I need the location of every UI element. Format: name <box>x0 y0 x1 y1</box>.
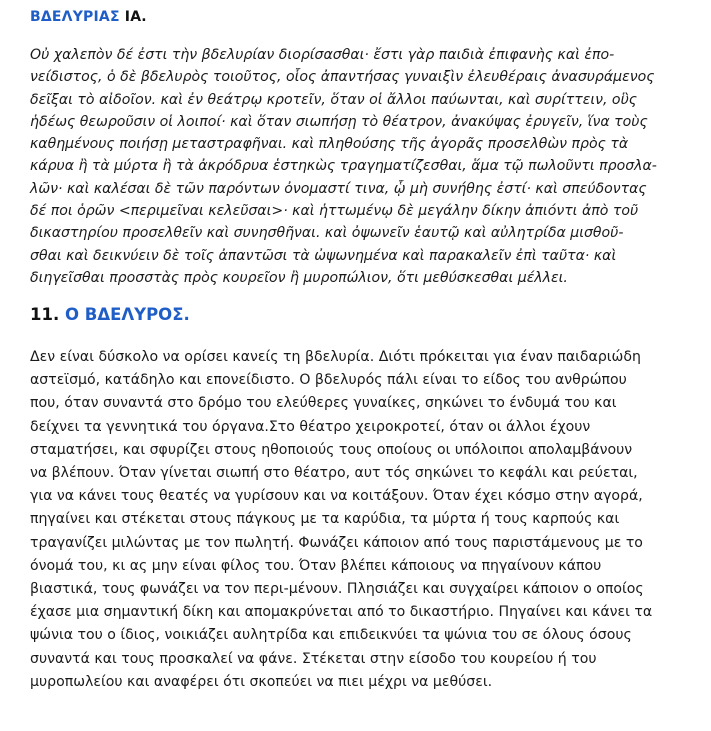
text-line: να βλέπουν. Όταν γίνεται σιωπή στο θέατρο, αυτ τός σηκώνει το κεφάλι και ρεύεται, <box>30 465 638 482</box>
text-line: μυροπωλείου και αναφέρει ότι σκοπεύει να πιει μέχρι να μεθύσει. <box>30 673 493 690</box>
text-line: Δεν είναι δύσκολο να ορίσει κανείς τη βδελυρία. Διότι πρόκειται για έναν παιδαριώδη <box>30 349 641 365</box>
text-line: δείχνει τα γεννητικά του όργανα.Στο θέατρο χειροκροτεί, όταν οι άλλοι έχουν <box>30 418 591 435</box>
text-line: που, όταν συναντά στο δρόμο του ελεύθερες γυναίκες, σηκώνει το ένδυμά του και <box>30 395 617 412</box>
text-line: βιαστικά, τους φωνάζει να τον περι-μένουν. Πλησιάζει και συγχαίρει κάποιον ο οποίος <box>30 581 644 598</box>
text-line: διηγεῖσθαι προσστὰς πρὸς κουρεῖον ἢ μυροπώλιον, ὅτι μεθύσκεσθαι μέλλει. <box>30 269 568 286</box>
text-line: λῶν· καὶ καλέσαι δὲ τῶν παρόντων ὀνομαστί τινα, ᾧ μὴ συνήθης ἐστί· καὶ σπεύδοντας <box>30 180 647 197</box>
text-line: καθημένους ποιήσῃ μεταστραφῆναι. καὶ πληθούσης τῆς ἀγορᾶς προσελθὼν πρὸς τὰ <box>30 136 629 153</box>
text-line: όνομά του, κι ας μην είναι φίλος του. Όταν βλέπει κάποιους να πηγαίνουν κάπου <box>30 557 602 574</box>
text-line: κάρυα ἢ τὰ μύρτα ἢ τὰ ἀκρόδρυα ἑστηκὼς τραγηματίζεσθαι, ἅμα τῷ πωλοῦντι προσλα- <box>30 158 657 175</box>
chapter-heading <box>30 9 147 25</box>
text-line: νείδιστος, ὁ δὲ βδελυρὸς τοιοῦτος, οἷος ἀπαντήσας γυναιξὶν ἐλευθέραις ἀνασυράμενος <box>30 69 655 86</box>
chapter-heading-number: ΙΑ. <box>124 9 147 25</box>
text-line: σταματήσει, και σφυρίζει στους ηθοποιούς τους οποίους οι υπόλοιποι απολαμβάνουν <box>30 441 633 458</box>
text-line: για να κάνει τους θεατές να γυρίσουν και να κοιτάξουν. Όταν έχει κόσμο στην αγορά, <box>30 488 643 505</box>
text-line: πηγαίνει και στέκεται στους πάγκους με τα καρύδια, τα μύρτα ή τους καρπούς και <box>30 511 620 528</box>
modern-greek-paragraph <box>30 346 702 694</box>
text-line: τραγανίζει μιλώντας με τον πωλητή. Φωνάζει κάποιον από τους παριστάμενους με το <box>30 534 643 551</box>
text-line: δεῖξαι τὸ αἰδοῖον. καὶ ἐν θεάτρῳ κροτεῖν, ὅταν οἱ ἄλλοι παύωνται, καὶ συρίττειν, οὓς <box>30 91 638 108</box>
ancient-greek-paragraph <box>30 44 702 289</box>
section-heading-number: 11. <box>30 305 60 324</box>
text-line: δικαστηρίου προσελθεῖν καὶ συνησθῆναι. καὶ ὀψωνεῖν ἑαυτῷ καὶ αὐλητρίδα μισθοῦ- <box>30 225 624 242</box>
text-line: δέ ποι ὁρῶν <περιμεῖναι κελεῦσαι>· καὶ ἡττωμένῳ δὲ μεγάλην δίκην ἀπιόντι ἀπὸ τοῦ <box>30 203 639 220</box>
chapter-heading-title: ΒΔΕΛΥΡΙΑΣ <box>30 9 120 25</box>
text-line: Οὐ χαλεπὸν δέ ἐστι τὴν βδελυρίαν διορίσασθαι· ἔστι γὰρ παιδιὰ ἐπιφανὴς καὶ ἐπο- <box>30 47 615 63</box>
section-heading <box>30 305 190 324</box>
text-line: έχασε μια σημαντική δίκη και απομακρύνεται από το δικαστήριο. Πηγαίνει και κάνει τα <box>30 604 653 621</box>
text-line: αστεϊσμό, κατάδηλο και επονείδιστο. Ο βδελυρός πάλι είναι το είδος του ανθρώπου <box>30 372 627 389</box>
text-line: ψώνια του ο ίδιος, νοικιάζει αυλητρίδα και επιδεικνύει τα ψώνια του σε όλους όσους <box>30 627 632 644</box>
text-line: συναντά και τους προσκαλεί να φάνε. Στέκεται στην είσοδο του κουρείου ή του <box>30 650 597 667</box>
section-heading-title: Ο ΒΔΕΛΥΡΟΣ. <box>64 305 190 324</box>
text-line: σθαι καὶ δεικνύειν δὲ τοῖς ἀπαντῶσι τὰ ὠψωνημένα καὶ παρακαλεῖν ἐπὶ ταῦτα· καὶ <box>30 247 617 264</box>
text-line: ἡδέως θεωροῦσιν οἱ λοιποί· καὶ ὅταν σιωπήσῃ τὸ θέατρον, ἀνακύψας ἐρυγεῖν, ἵνα τοὺς <box>30 113 648 130</box>
